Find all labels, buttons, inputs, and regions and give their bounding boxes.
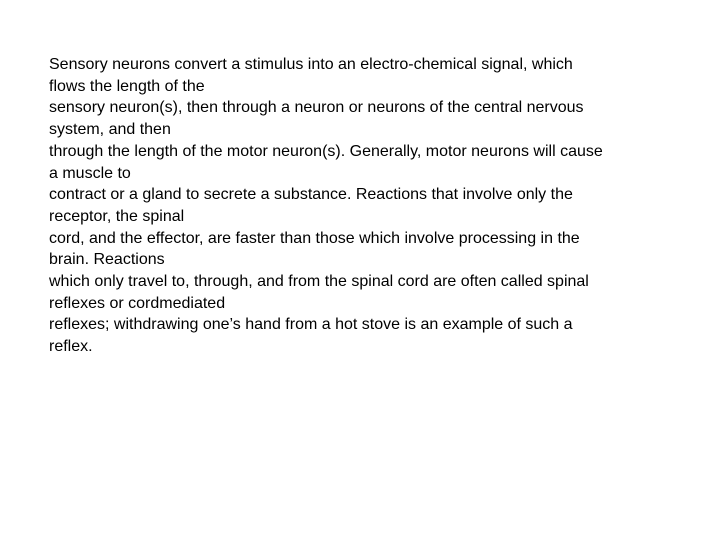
text-line: system, and then xyxy=(49,121,171,139)
text-line: a muscle to xyxy=(49,164,131,182)
text-line: which only travel to, through, and from the spinal cord are often called spinal xyxy=(49,273,589,291)
text-line: flows the length of the xyxy=(49,77,205,95)
body-paragraph xyxy=(49,54,689,358)
text-line: reflexes or cordmediated xyxy=(49,294,226,312)
text-line: reflex. xyxy=(49,338,93,356)
text-line: contract or a gland to secrete a substance. Reactions that involve only the xyxy=(49,186,573,204)
text-line: Sensory neurons convert a stimulus into an electro-chemical signal, which xyxy=(49,56,573,73)
text-line: sensory neuron(s), then through a neuron or neurons of the central nervous xyxy=(49,99,584,117)
text-line: receptor, the spinal xyxy=(49,207,185,225)
text-line: cord, and the effector, are faster than those which involve processing in the xyxy=(49,229,580,247)
text-line: brain. Reactions xyxy=(49,251,165,269)
text-line: reflexes; withdrawing one’s hand from a hot stove is an example of such a xyxy=(49,316,573,334)
text-line: through the length of the motor neuron(s). Generally, motor neurons will cause xyxy=(49,142,603,160)
